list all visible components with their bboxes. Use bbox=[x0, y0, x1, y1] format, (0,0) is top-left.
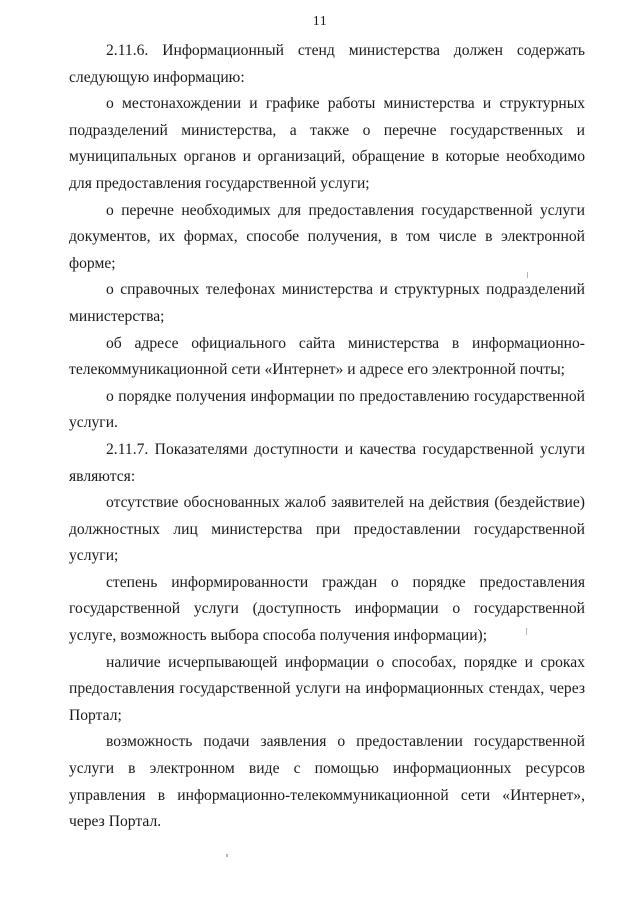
indicator-awareness: степень информированности граждан о порядке предоставления государственной услуги (доступность информации о государственной услуге, возможность выбора способа получения информации); bbox=[69, 573, 585, 645]
indicator-electronic-submission: возможность подачи заявления о предоставлении государственной услуги в электронном виде с помощью информационных ресурсов управления в информационно-телекоммуникационной сети «Интернет», через Портал. bbox=[69, 733, 585, 831]
indicator-exhaustive-information: наличие исчерпывающей информации о способах, порядке и сроках предоставления государственной услуги на информационных стендах, через Портал; bbox=[69, 653, 585, 724]
scan-speck bbox=[526, 628, 527, 635]
list-item-website-address: об адресе официального сайта министерства в информационно-телекоммуникационной сети «Интернет» и адресе его электронной почты; bbox=[69, 334, 585, 379]
scan-speck bbox=[226, 854, 228, 857]
page-number: 11 bbox=[312, 14, 328, 29]
paragraph-2-11-6: 2.11.6. Информационный стенд министерства должен содержать следующую информацию: bbox=[69, 42, 585, 86]
list-item-information-procedure: о порядке получения информации по предоставлению государственной услуги. bbox=[69, 387, 585, 432]
paragraph-2-11-7: 2.11.7. Показателями доступности и качества государственной услуги являются: bbox=[69, 440, 585, 485]
list-item-reference-phones: о справочных телефонах министерства и структурных подразделений министерства; bbox=[69, 281, 585, 325]
indicator-no-complaints: отсутствие обоснованных жалоб заявителей на действия (бездействие) должностных лиц министерства при предоставлении государственной услуги; bbox=[69, 494, 585, 565]
list-item-location-schedule: о местонахождении и графике работы министерства и структурных подразделений министерства, а также о перечне государственных и муниципальных органов и организаций, обращение в которые необходимо для предоставления государственной услуги; bbox=[69, 95, 585, 192]
scan-speck bbox=[527, 272, 528, 278]
document-body bbox=[69, 38, 585, 836]
list-item-required-documents: о перечне необходимых для предоставления государственной услуги документов, их формах, способе получения, в том числе в электронной форме; bbox=[69, 201, 585, 272]
